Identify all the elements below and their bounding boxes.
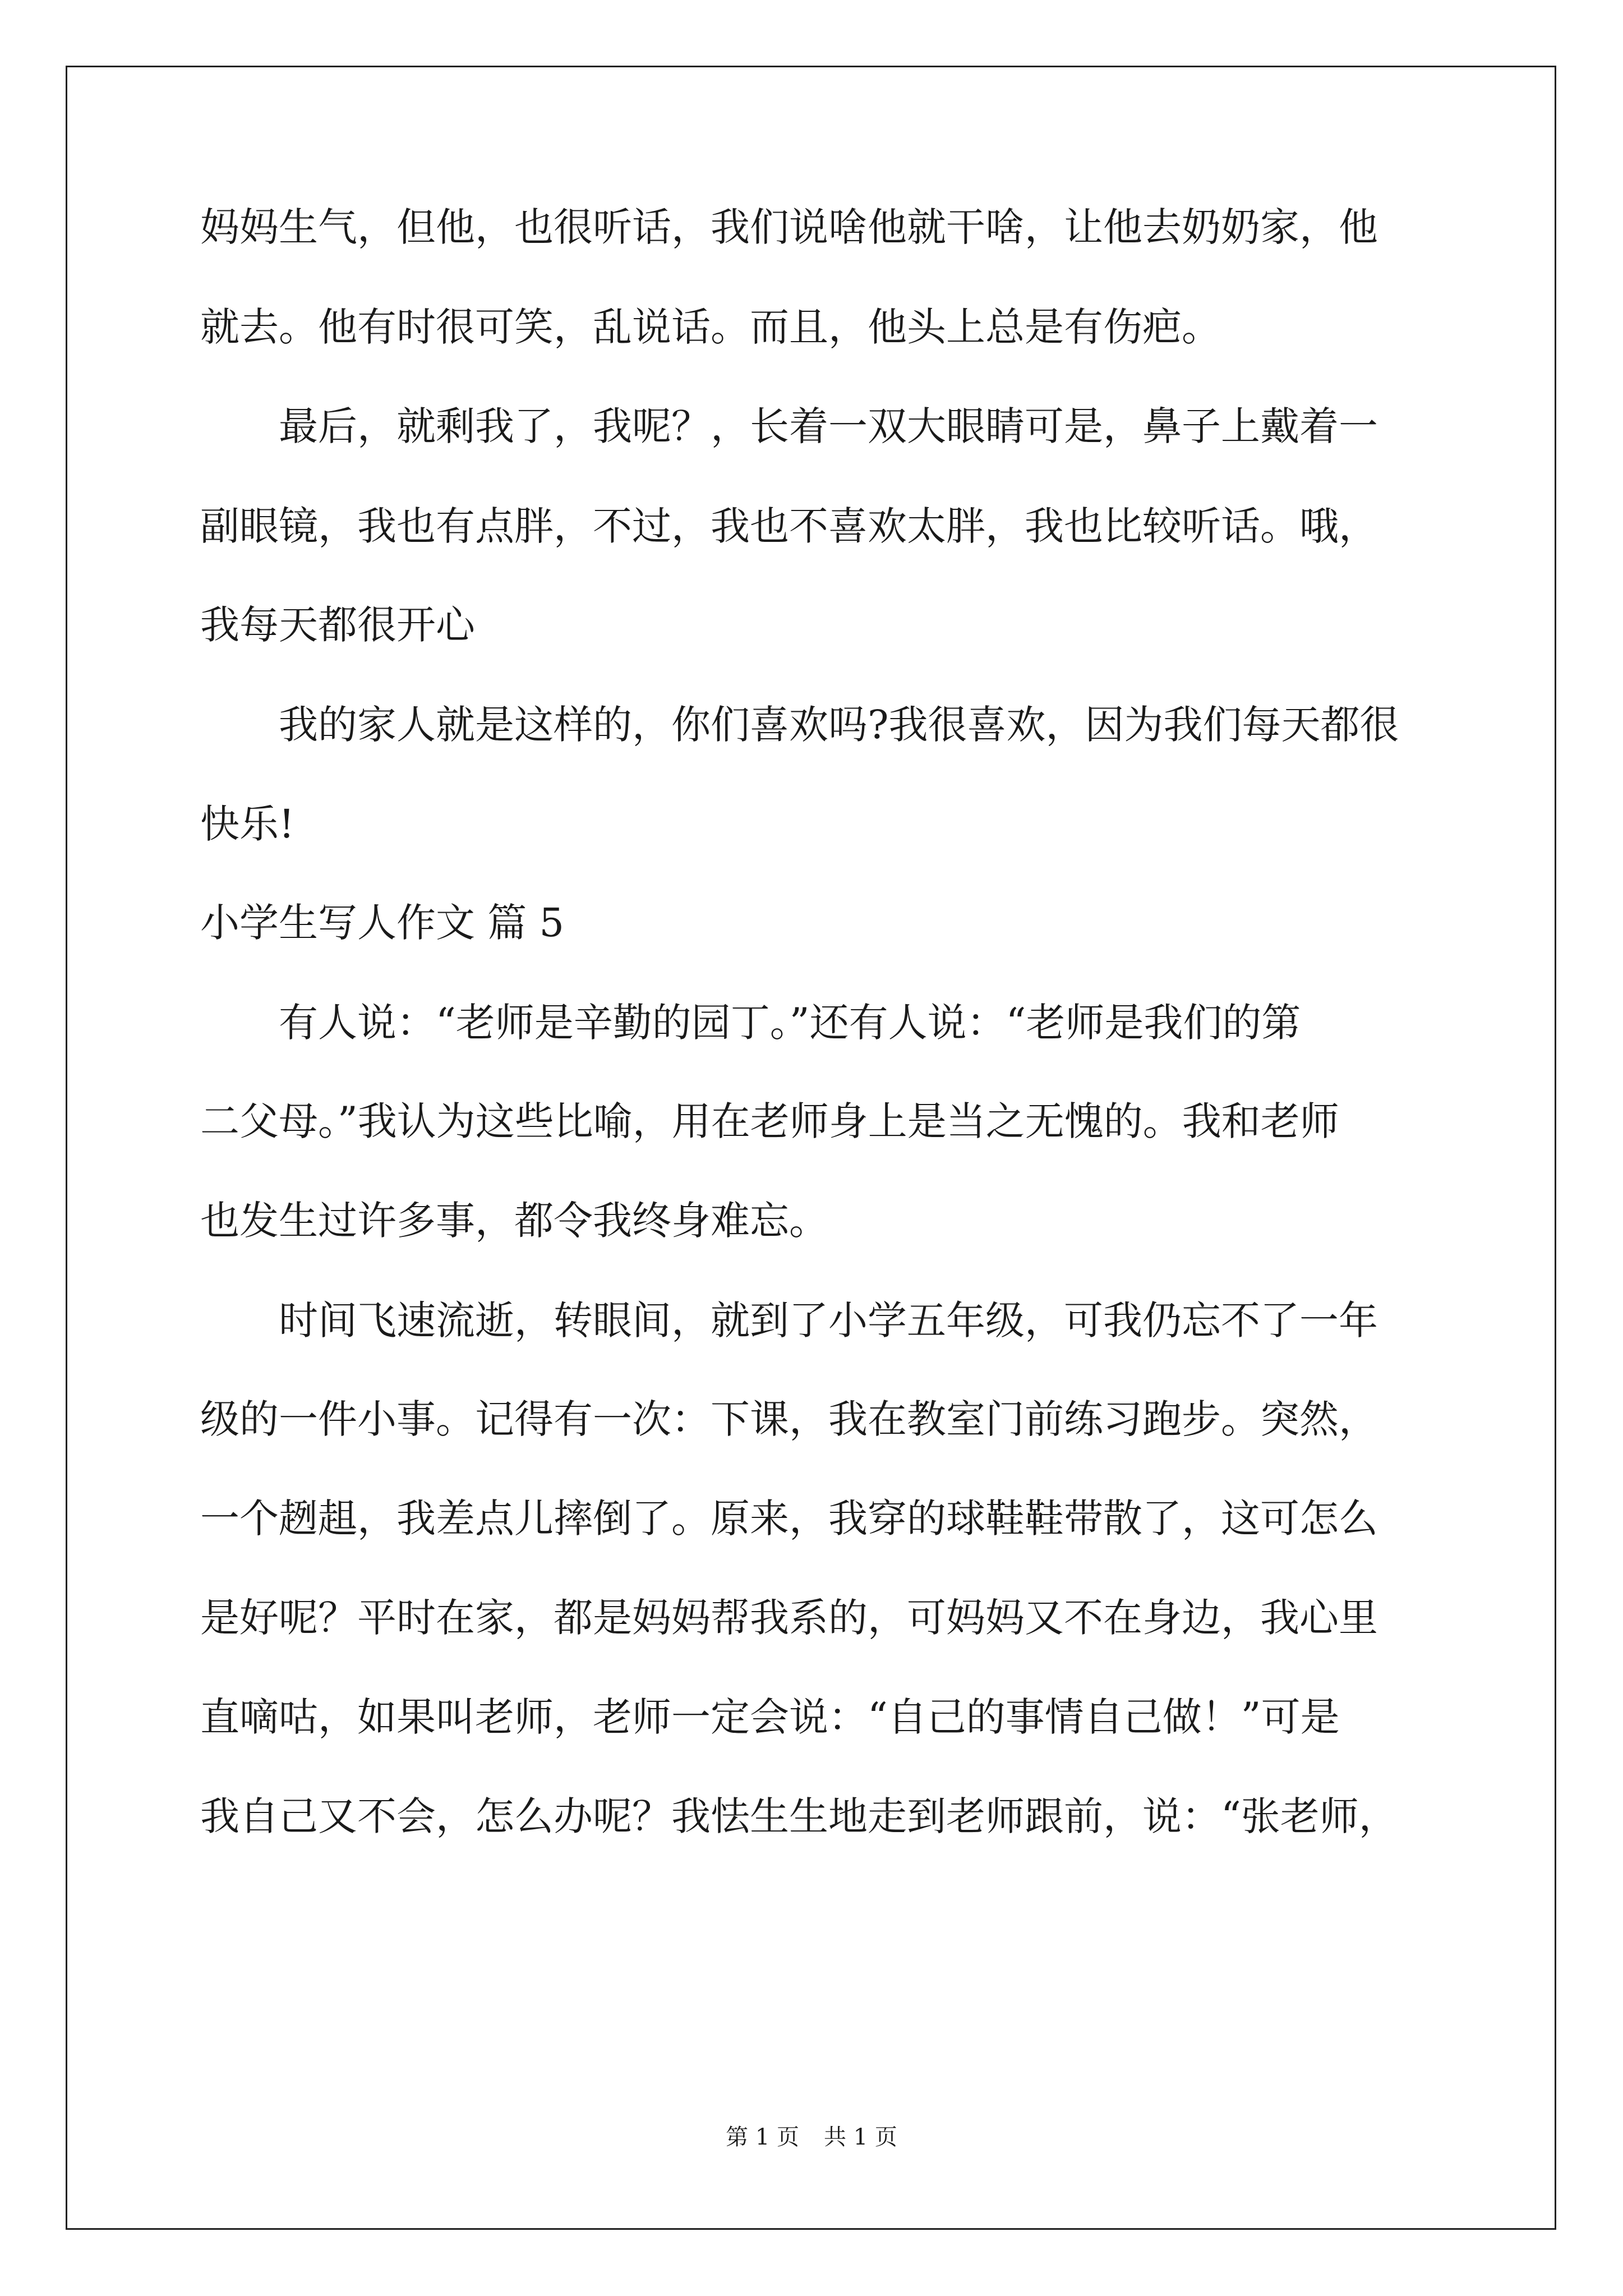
text-line: 妈妈生气，但他，也很听话，我们说啥他就干啥，让他去奶奶家，他 (200, 204, 1378, 250)
text-line: 最后，就剩我了，我呢？，长着一双大眼睛可是，鼻子上戴着一 (200, 403, 1378, 449)
text-line: 我的家人就是这样的，你们喜欢吗?我很喜欢，因为我们每天都很 (200, 702, 1399, 748)
text-line: 时间飞速流逝，转眼间，就到了小学五年级，可我仍忘不了一年 (200, 1297, 1378, 1343)
text-line: 我自己又不会，怎么办呢？我怯生生地走到老师跟前，说：“张老师， (200, 1793, 1398, 1839)
section-heading: 小学生写人作文 篇 5 (200, 900, 565, 946)
page-number: 第 1 页 (726, 2124, 799, 2150)
text-line: 快乐! (200, 801, 295, 847)
text-line: 就去。他有时很可笑，乱说话。而且，他头上总是有伤疤。 (200, 304, 1221, 350)
page-footer (0, 2120, 1623, 2154)
text-line: 一个趔趄，我差点儿摔倒了。原来，我穿的球鞋鞋带散了，这可怎么 (200, 1496, 1378, 1542)
text-line: 二父母。”我认为这些比喻，用在老师身上是当之无愧的。我和老师 (200, 1098, 1339, 1144)
text-line: 有人说：“老师是辛勤的园丁。”还有人说：“老师是我们的第 (200, 1000, 1301, 1046)
text-line: 副眼镜，我也有点胖，不过，我也不喜欢太胖，我也比较听话。哦， (200, 503, 1378, 549)
text-line: 直嘀咕，如果叫老师，老师一定会说：“自己的事情自己做！”可是 (200, 1694, 1340, 1740)
text-line: 是好呢？平时在家，都是妈妈帮我系的，可妈妈又不在身边，我心里 (200, 1595, 1378, 1641)
page-total: 共 1 页 (824, 2124, 897, 2150)
text-line: 我每天都很开心 (200, 602, 475, 648)
text-line: 也发生过许多事，都令我终身难忘。 (200, 1198, 828, 1244)
text-line: 级的一件小事。记得有一次：下课，我在教室门前练习跑步。突然， (200, 1396, 1378, 1442)
